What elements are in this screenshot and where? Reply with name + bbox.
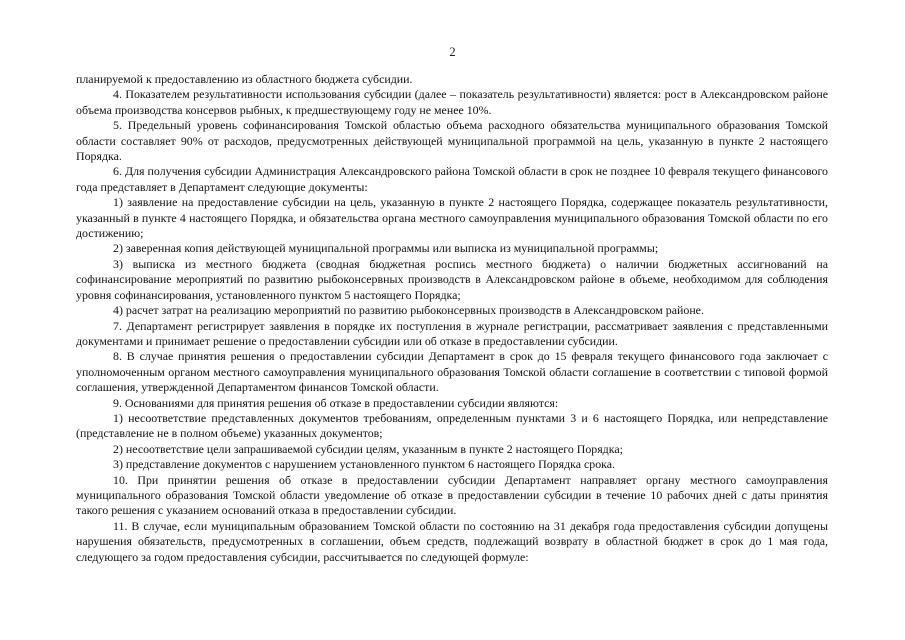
paragraph-item-6-4: 4) расчет затрат на реализацию мероприятий по развитию рыбоконсервных производств в Александровском районе. — [113, 303, 704, 318]
paragraph-item-9: 9. Основаниями для принятия решения об отказе в предоставлении субсидии являются: — [113, 395, 559, 410]
paragraph-item-5: 5. Предельный уровень софинансирования Томской областью объема расходного обязательства муниципального образования Томской области составляет 90% от расходов, предусмотренных действующей муниципальной программой на цель, указанную в пункте 2 настоящего Порядка. — [76, 118, 828, 164]
page-number: 2 — [449, 45, 456, 59]
paragraph-item-6-2: 2) заверенная копия действующей муниципальной программы или выписка из муниципальной программы; — [113, 241, 659, 256]
document-body — [76, 72, 828, 565]
paragraph-continuation: планируемой к предоставлению из областного бюджета субсидии. — [76, 72, 413, 86]
paragraph-item-11: 11. В случае, если муниципальным образованием Томской области по состоянию на 31 декабря года предоставления субсидии допущены нарушения обязательств, предусмотренных в соглашении, объем средств, подлежащий возврату в областной бюджет в срок до 1 мая года, следующего за годом предоставления субсидии, рассчитывается по следующей формуле: — [76, 518, 828, 564]
paragraph-item-8: 8. В случае принятия решения о предоставлении субсидии Департамент в срок до 15 февраля текущего финансового года заключает с уполномоченным органом местного самоуправления муниципального образования Томской области соглашение в соответствии с типовой формой соглашения, утвержденной Департаментом финансов Томской области. — [76, 349, 828, 395]
paragraph-item-7: 7. Департамент регистрирует заявления в порядке их поступления в журнале регистрации, рассматривает заявления с представленными документами и принимает решение о предоставлении субсидии или об отказе в предоставлении субсидии. — [76, 318, 828, 348]
paragraph-item-9-3: 3) представление документов с нарушением установленного пунктом 6 настоящего Порядка срока. — [113, 457, 615, 472]
paragraph-item-9-1: 1) несоответствие представленных документов требованиям, определенным пунктами 3 и 6 настоящего Порядка, или непредставление (представление не в полном объеме) указанных документов; — [76, 410, 828, 441]
paragraph-item-4: 4. Показателем результативности использования субсидии (далее – показатель результативности) является: рост в Александровском районе объема производства консервов рыбных, к предшествующему году не менее 10%. — [76, 87, 828, 117]
paragraph-item-9-2: 2) несоответствие цели запрашиваемой субсидии целям, указанным в пункте 2 настоящего Порядка; — [113, 441, 623, 456]
paragraph-item-6-1: 1) заявление на предоставление субсидии на цель, указанную в пункте 2 настоящего Порядка, содержащее показатель результативности, указанный в пункте 4 настоящего Порядка, и обязательства органа местного самоуправления муниципального образования Томской области по его достижению; — [76, 195, 828, 241]
paragraph-item-6-3: 3) выписка из местного бюджета (сводная бюджетная роспись местного бюджета) о наличии бюджетных ассигнований на софинансирование мероприятий по развитию рыбоконсервных производств в Александровском районе в объеме, необходимом для соблюдения уровня софинансирования, установленного пунктом 5 настоящего Порядка; — [76, 256, 828, 302]
paragraph-item-6: 6. Для получения субсидии Администрация Александровского района Томской области в срок не позднее 10 февраля текущего финансового года представляет в Департамент следующие документы: — [76, 164, 828, 194]
paragraph-item-10: 10. При принятии решения об отказе в предоставлении субсидии Департамент направляет органу местного самоуправления муниципального образования Томской области уведомление об отказе в предоставлении субсидии в течение 10 рабочих дней с даты принятия такого решения с указанием оснований отказа в предоставлении субсидии. — [76, 472, 828, 518]
